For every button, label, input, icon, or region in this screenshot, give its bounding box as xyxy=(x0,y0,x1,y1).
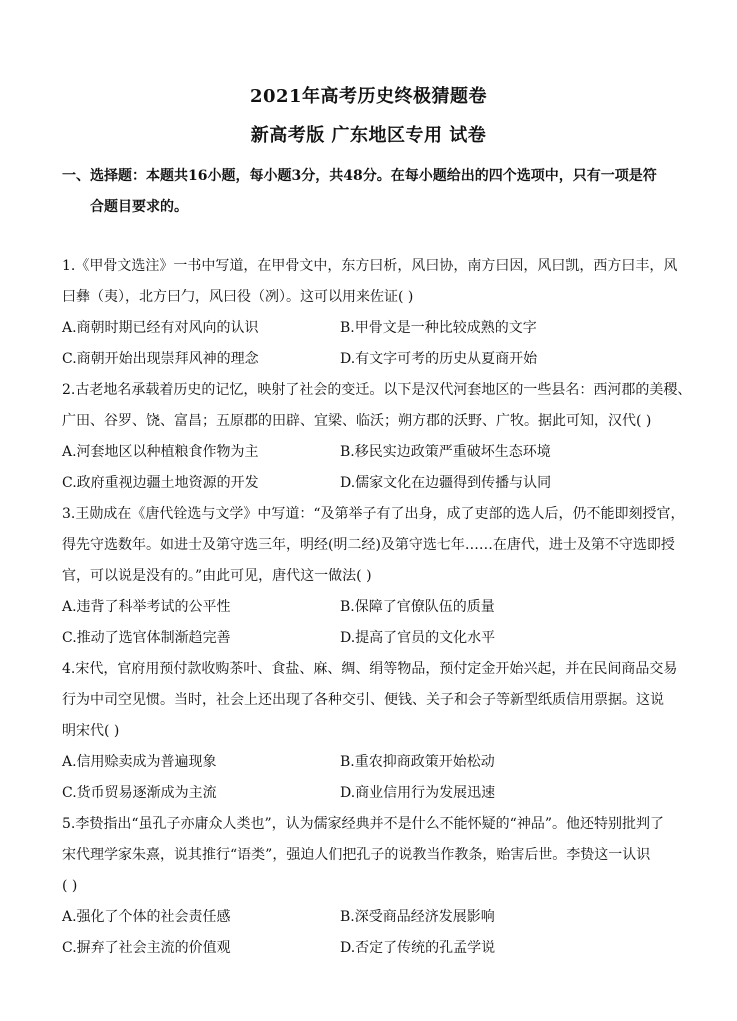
option-c[interactable]: C.商朝开始出现崇拜风神的理念 xyxy=(62,351,259,367)
question-stem xyxy=(62,809,682,902)
option-b[interactable]: B.保障了官僚队伍的质量 xyxy=(340,599,495,615)
question-stem-line: 4.宋代，官府用预付款收购茶叶、食盐、麻、绸、绢等物品，预付定金开始兴起，并在民间商品交易 xyxy=(62,661,678,677)
option-d[interactable]: D.商业信用行为发展迅速 xyxy=(340,785,496,801)
option-a[interactable]: A.商朝时期已经有对风向的认识 xyxy=(62,320,259,336)
question-stem-line: 1.《甲骨文选注》一书中写道，在甲骨文中，东方曰析，风曰协，南方曰因，风曰凯，西方曰丰，风 xyxy=(62,258,678,274)
option-c[interactable]: C.货币贸易逐渐成为主流 xyxy=(62,785,217,801)
question-stem-line: 宋代理学家朱熹，说其推行“语类”，强迫人们把孔子的说教当作教条，贻害后世。李贽这一认识 xyxy=(62,847,651,863)
option-list xyxy=(62,747,682,809)
option-list xyxy=(62,592,682,654)
option-d[interactable]: D.儒家文化在边疆得到传播与认同 xyxy=(340,475,552,491)
option-c[interactable]: C.摒弃了社会主流的价值观 xyxy=(62,940,231,956)
question-stem-line: 官，可以说是没有的。”由此可见，唐代这一做法( ) xyxy=(62,568,372,584)
question-list xyxy=(62,251,692,964)
section-instruction-line2: 合题目要求的。 xyxy=(90,199,188,215)
question-2 xyxy=(62,375,692,499)
question-stem xyxy=(62,251,682,313)
option-b[interactable]: B.深受商品经济发展影响 xyxy=(340,909,495,925)
option-d[interactable]: D.否定了传统的孔孟学说 xyxy=(340,940,496,956)
option-d[interactable]: D.有文字可考的历史从夏商开始 xyxy=(340,351,538,367)
question-stem-line: 明宋代( ) xyxy=(62,723,120,739)
option-d[interactable]: D.提高了官员的文化水平 xyxy=(340,630,496,646)
option-c[interactable]: C.政府重视边疆土地资源的开发 xyxy=(62,475,259,491)
section-instruction-line1: 一、选择题：本题共16小题，每小题3分，共48分。在每小题给出的四个选项中，只有一项是符 xyxy=(62,168,657,184)
exam-title: 2021年高考历史终极猜题卷 xyxy=(249,86,488,107)
question-4 xyxy=(62,654,682,809)
question-stem xyxy=(62,654,682,747)
option-a[interactable]: A.违背了科举考试的公平性 xyxy=(62,599,231,615)
question-stem-line: 3.王勋成在《唐代铨选与文学》中写道：“及第举子有了出身，成了吏部的选人后，仍不能即刻授官， xyxy=(62,506,685,522)
option-b[interactable]: B.移民实边政策严重破坏生态环境 xyxy=(340,444,551,460)
question-5 xyxy=(62,809,682,964)
question-stem-line: 2.古老地名承载着历史的记忆，映射了社会的变迁。以下是汉代河套地区的一些县名：西河郡的美稷、 xyxy=(62,382,692,398)
question-stem xyxy=(62,499,685,592)
option-b[interactable]: B.重农抑商政策开始松动 xyxy=(340,754,495,770)
section-heading xyxy=(62,161,674,223)
question-3 xyxy=(62,499,685,654)
question-stem xyxy=(62,375,692,437)
question-stem-line: 得先守选数年。如进士及第守选三年，明经(明二经)及第守选七年……在唐代，进士及第不守选即授 xyxy=(62,537,675,553)
question-stem-line: 5.李贽指出“虽孔子亦庸众人类也”，认为儒家经典并不是什么不能怀疑的“神品”。他还特别批判了 xyxy=(62,816,664,832)
question-stem-line: 行为中司空见惯。当时，社会上还出现了各种交引、便钱、关子和会子等新型纸质信用票据。这说 xyxy=(62,692,664,708)
question-stem-line: 曰彝（夷），北方曰勹，风曰役（冽）。这可以用来佐证( ) xyxy=(62,289,414,305)
question-stem-line: 广田、谷罗、饶、富昌；五原郡的田辟、宜梁、临沃；朔方郡的沃野、广牧。据此可知，汉代( ) xyxy=(62,413,652,429)
option-a[interactable]: A.强化了个体的社会责任感 xyxy=(62,909,231,925)
exam-subtitle: 新高考版 广东地区专用 试卷 xyxy=(250,125,487,146)
option-list xyxy=(62,902,682,964)
question-1 xyxy=(62,251,682,375)
option-a[interactable]: A.信用赊卖成为普遍现象 xyxy=(62,754,217,770)
option-b[interactable]: B.甲骨文是一种比较成熟的文字 xyxy=(340,320,537,336)
option-c[interactable]: C.推动了选官体制渐趋完善 xyxy=(62,630,231,646)
option-a[interactable]: A.河套地区以种植粮食作物为主 xyxy=(62,444,259,460)
option-list xyxy=(62,313,682,375)
question-stem-line: ( ) xyxy=(62,878,78,894)
option-list xyxy=(62,437,682,499)
